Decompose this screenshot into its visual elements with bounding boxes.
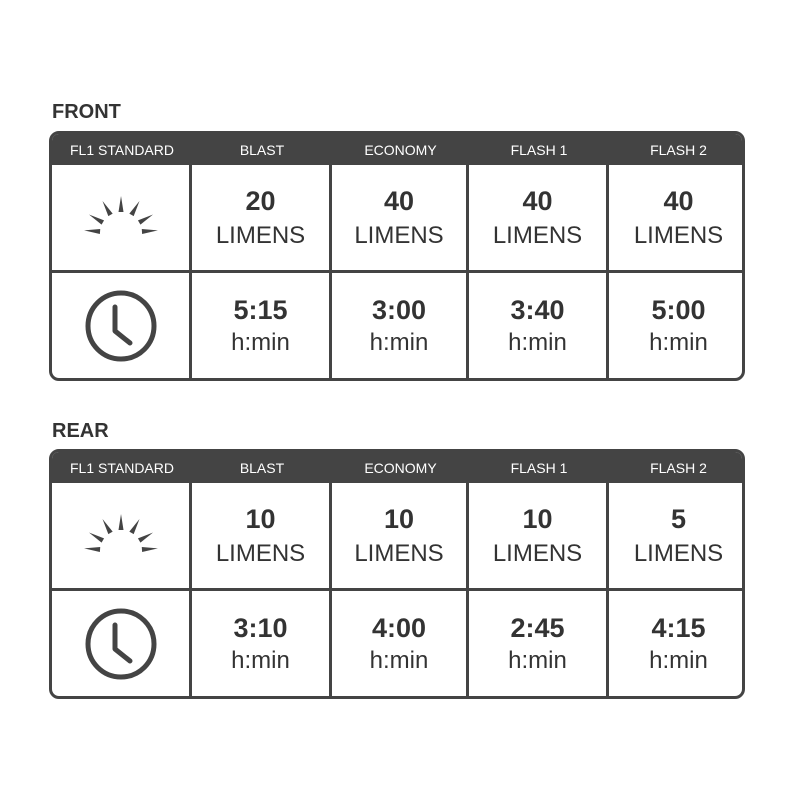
front-spec-table <box>49 131 745 381</box>
header-flash-1: FLASH 1 <box>510 141 568 158</box>
header-blast: BLAST <box>239 141 285 158</box>
header-fl1-standard: FL1 STANDARD <box>70 141 174 158</box>
lumens-value: 10 <box>383 503 415 534</box>
header-flash-2: FLASH 2 <box>650 459 707 476</box>
lumens-value: 40 <box>522 185 553 216</box>
runtime-value: 4:15 <box>651 612 706 643</box>
economy-lumens-cell <box>332 483 469 588</box>
runtime-value: 4:00 <box>371 612 427 643</box>
runtime-label-cell <box>52 591 192 696</box>
front-runtime-row <box>52 273 742 378</box>
lumens-value: 10 <box>522 503 553 534</box>
front-section-title: FRONT <box>52 101 121 123</box>
runtime-value: 3:40 <box>510 294 565 325</box>
flash-2-runtime-cell <box>609 273 745 378</box>
economy-runtime-cell <box>332 273 469 378</box>
clock-icon <box>83 606 159 682</box>
brightness-label-cell <box>52 165 192 270</box>
blast-lumens-cell <box>192 483 332 588</box>
lumens-unit: LIMENS <box>633 221 724 249</box>
flash-1-runtime-cell <box>469 273 609 378</box>
blast-runtime-cell <box>192 591 332 696</box>
brightness-label-cell <box>52 483 192 588</box>
front-table-header <box>52 134 742 165</box>
runtime-unit: h:min <box>649 646 708 674</box>
header-blast: BLAST <box>239 459 285 476</box>
economy-runtime-cell <box>332 591 469 696</box>
rear-table-header <box>52 452 742 483</box>
front-lumens-row <box>52 165 742 273</box>
blast-runtime-cell <box>192 273 332 378</box>
lumens-unit: LIMENS <box>354 539 444 567</box>
lumens-unit: LIMENS <box>215 539 306 567</box>
clock-icon <box>83 288 159 364</box>
runtime-value: 3:10 <box>233 612 288 643</box>
lumens-value: 20 <box>245 185 276 216</box>
runtime-unit: h:min <box>231 328 290 356</box>
rear-spec-table <box>49 449 745 699</box>
lumens-value: 40 <box>663 185 694 216</box>
runtime-unit: h:min <box>649 328 708 356</box>
lumens-unit: LIMENS <box>492 539 583 567</box>
header-flash-2: FLASH 2 <box>650 141 707 158</box>
runtime-label-cell <box>52 273 192 378</box>
sun-rays-icon <box>71 188 171 248</box>
lumens-value: 5 <box>670 503 687 534</box>
header-flash-1: FLASH 1 <box>510 459 568 476</box>
flash-1-lumens-cell <box>469 165 609 270</box>
runtime-unit: h:min <box>369 646 429 674</box>
flash-2-runtime-cell <box>609 591 745 696</box>
rear-runtime-row <box>52 591 742 696</box>
flash-2-lumens-cell <box>609 483 745 588</box>
header-economy: ECONOMY <box>364 141 437 158</box>
runtime-unit: h:min <box>231 646 290 674</box>
runtime-value: 2:45 <box>510 612 565 643</box>
runtime-value: 5:00 <box>651 294 706 325</box>
flash-1-lumens-cell <box>469 483 609 588</box>
rear-section-title: REAR <box>52 420 109 442</box>
runtime-value: 5:15 <box>233 294 288 325</box>
flash-2-lumens-cell <box>609 165 745 270</box>
sun-rays-icon <box>71 506 171 566</box>
runtime-unit: h:min <box>508 646 567 674</box>
lumens-value: 10 <box>245 503 276 534</box>
blast-lumens-cell <box>192 165 332 270</box>
lumens-unit: LIMENS <box>215 221 306 249</box>
lumens-unit: LIMENS <box>633 539 724 567</box>
lumens-unit: LIMENS <box>492 221 583 249</box>
lumens-value: 40 <box>383 185 415 216</box>
header-fl1-standard: FL1 STANDARD <box>70 459 174 476</box>
runtime-value: 3:00 <box>371 294 427 325</box>
lumens-unit: LIMENS <box>354 221 444 249</box>
rear-lumens-row <box>52 483 742 591</box>
runtime-unit: h:min <box>369 328 429 356</box>
economy-lumens-cell <box>332 165 469 270</box>
flash-1-runtime-cell <box>469 591 609 696</box>
runtime-unit: h:min <box>508 328 567 356</box>
header-economy: ECONOMY <box>364 459 437 476</box>
